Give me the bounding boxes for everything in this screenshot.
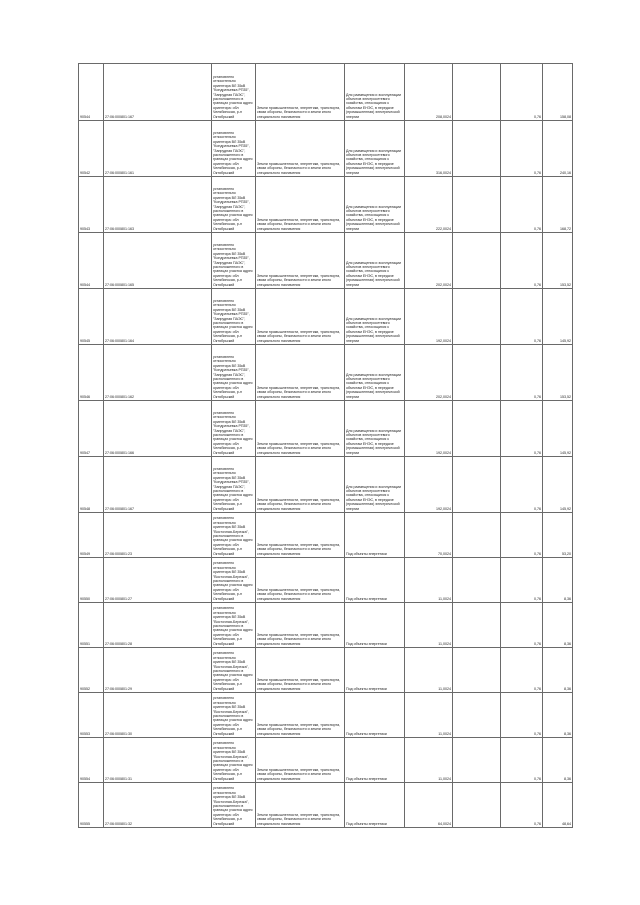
empty-cell (453, 64, 501, 121)
row-id-cell (79, 345, 104, 401)
row-id-text: 90545 (80, 338, 90, 343)
permitted-use-text: Под объекты энергетики (346, 596, 387, 601)
sum-cell (543, 783, 573, 828)
land-category-text: Земли промышленности, энергетики, транспорта, связи обороны, безопасности и земли иного специального назначения (257, 441, 341, 455)
table-row (79, 558, 573, 603)
empty-cell (453, 783, 501, 828)
sum-text: 158,08 (560, 114, 571, 119)
cadastral-number-text: 27:06:000801:164 (105, 338, 134, 343)
sum-cell (543, 738, 573, 783)
location-description-text: установлено относительно ориентира ВЛ 35кВ "Кондратьевка РП35", "Запрудная ПАЭС", расположенного в границах участка адрес ориентира: обл Челябинская, р-н Октябрьский (213, 74, 253, 119)
area-cell (405, 233, 453, 289)
row-id-text: 90554 (80, 776, 90, 781)
cadastral-number-cell (104, 513, 212, 558)
land-category-cell (256, 693, 345, 738)
location-description-cell (212, 558, 256, 603)
row-id-cell (79, 648, 104, 693)
row-id-cell (79, 177, 104, 233)
cadastral-number-text: 27:06:000801:167 (105, 506, 134, 511)
empty-cell (453, 558, 501, 603)
cadastral-number-cell (104, 345, 212, 401)
cadastral-number-text: 27:06:000801:32 (105, 821, 132, 826)
land-category-cell (256, 648, 345, 693)
area-text: 202,0024 (436, 282, 451, 287)
empty-cell (453, 648, 501, 693)
location-description-text: установлено относительно ориентира ВЛ 35кВ "Кондратьевка РП35", "Запрудная ПАЭС", расположенного в границах участка адрес ориентира: обл Челябинская, р-н Октябрьский (213, 354, 253, 399)
area-cell (405, 177, 453, 233)
permitted-use-text: Для размещения и эксплуатации объектов электросетевого хозяйства, относящихся к объектам ЕНЭС, в передаче (промышленная) электрической энергии (346, 148, 402, 175)
rate-text: 0,76 (534, 596, 541, 601)
area-text: 202,0024 (436, 394, 451, 399)
location-description-text: установлено относительно ориентира ВЛ 35кВ "Кондратьевка РП35", "Запрудная ПАЭС", расположенного в границах участка адрес ориентира: обл Челябинская, р-н Октябрьский (213, 242, 253, 287)
land-category-text: Земли промышленности, энергетики, транспорта, связи обороны, безопасности и земли иного специального назначения (257, 722, 341, 736)
location-description-text: установлено относительно ориентира ВЛ 35кВ "Кондратьевка РП35", "Запрудная ПАЭС", расположенного в границах участка адрес ориентира: обл Челябинская, р-н Октябрьский (213, 130, 253, 175)
row-id-text: 90546 (80, 394, 90, 399)
land-category-cell (256, 457, 345, 513)
rate-cell (501, 401, 543, 457)
sum-cell (543, 289, 573, 345)
land-category-cell (256, 233, 345, 289)
cadastral-number-cell (104, 289, 212, 345)
rate-text: 0,76 (534, 338, 541, 343)
sum-text: 153,52 (560, 282, 571, 287)
rate-text: 0,76 (534, 450, 541, 455)
land-category-text: Земли промышленности, энергетики, транспорта, связи обороны, безопасности и земли иного специального назначения (257, 497, 341, 511)
sum-text: 8,36 (564, 641, 571, 646)
empty-cell (453, 693, 501, 738)
land-category-cell (256, 738, 345, 783)
cadastral-number-text: 27:06:000801:167 (105, 114, 134, 119)
cadastral-number-cell (104, 177, 212, 233)
rate-text: 0,76 (534, 776, 541, 781)
sum-cell (543, 457, 573, 513)
row-id-cell (79, 121, 104, 177)
table-row (79, 738, 573, 783)
rate-text: 0,76 (534, 641, 541, 646)
area-text: 11,0024 (438, 641, 451, 646)
rate-text: 0,76 (534, 551, 541, 556)
land-category-cell (256, 121, 345, 177)
land-registry-table (78, 63, 573, 828)
location-description-cell (212, 603, 256, 648)
area-cell (405, 783, 453, 828)
area-cell (405, 289, 453, 345)
location-description-cell (212, 401, 256, 457)
permitted-use-cell (345, 345, 405, 401)
area-cell (405, 64, 453, 121)
location-description-text: установлено относительно ориентира ВЛ 35кВ "Восточная-Березка", расположенного в границах участка адрес ориентира: обл Челябинская, р-н Октябрьский (213, 651, 253, 691)
rate-cell (501, 783, 543, 828)
empty-cell (453, 513, 501, 558)
area-cell (405, 648, 453, 693)
table-row (79, 289, 573, 345)
land-category-cell (256, 177, 345, 233)
permitted-use-text: Под объекты энергетики (346, 821, 387, 826)
area-text: 11,0024 (438, 686, 451, 691)
empty-cell (453, 603, 501, 648)
permitted-use-text: Для размещения и эксплуатации объектов электросетевого хозяйства, относящихся к объектам ЕНЭС, в передаче (промышленная) электрической энергии (346, 316, 402, 343)
location-description-text: установлено относительно ориентира ВЛ 35кВ "Восточная-Березка", расположенного в границах участка адрес ориентира: обл Челябинская, р-н Октябрьский (213, 561, 253, 601)
location-description-cell (212, 345, 256, 401)
land-category-cell (256, 345, 345, 401)
rate-cell (501, 121, 543, 177)
permitted-use-text: Под объекты энергетики (346, 776, 387, 781)
rate-text: 0,76 (534, 686, 541, 691)
area-text: 192,0024 (436, 506, 451, 511)
location-description-cell (212, 738, 256, 783)
sum-cell (543, 177, 573, 233)
area-text: 70,0024 (438, 551, 451, 556)
rate-cell (501, 648, 543, 693)
empty-cell (453, 177, 501, 233)
location-description-cell (212, 457, 256, 513)
row-id-cell (79, 233, 104, 289)
location-description-cell (212, 783, 256, 828)
sum-cell (543, 64, 573, 121)
row-id-cell (79, 783, 104, 828)
rate-cell (501, 513, 543, 558)
cadastral-number-cell (104, 693, 212, 738)
rate-cell (501, 457, 543, 513)
location-description-text: установлено относительно ориентира ВЛ 35кВ "Восточная-Березка", расположенного в границах участка адрес ориентира: обл Челябинская, р-н Октябрьский (213, 786, 253, 826)
land-category-text: Земли промышленности, энергетики, транспорта, связи обороны, безопасности и земли иного специального назначения (257, 587, 341, 601)
row-id-text: 90547 (80, 450, 90, 455)
permitted-use-text: Для размещения и эксплуатации объектов электросетевого хозяйства, относящихся к объектам ЕНЭС, в передаче (промышленная) электрической энергии (346, 484, 402, 511)
empty-cell (453, 457, 501, 513)
location-description-text: установлено относительно ориентира ВЛ 35кВ "Кондратьевка РП35", "Запрудная ПАЭС", расположенного в границах участка адрес ориентира: обл Челябинская, р-н Октябрьский (213, 298, 253, 343)
land-category-cell (256, 401, 345, 457)
permitted-use-cell (345, 603, 405, 648)
sum-text: 240,16 (560, 170, 571, 175)
land-category-cell (256, 603, 345, 648)
cadastral-number-cell (104, 64, 212, 121)
row-id-text: 90551 (80, 641, 90, 646)
location-description-text: установлено относительно ориентира ВЛ 35кВ "Восточная-Березка", расположенного в границах участка адрес ориентира: обл Челябинская, р-н Октябрьский (213, 696, 253, 736)
cadastral-number-text: 27:06:000801:165 (105, 282, 134, 287)
row-id-text: 90553 (80, 731, 90, 736)
location-description-text: установлено относительно ориентира ВЛ 35кВ "Кондратьевка РП35", "Запрудная ПАЭС", расположенного в границах участка адрес ориентира: обл Челябинская, р-н Октябрьский (213, 466, 253, 511)
sum-cell (543, 345, 573, 401)
permitted-use-cell (345, 513, 405, 558)
cadastral-number-text: 27:06:000801:162 (105, 394, 134, 399)
permitted-use-cell (345, 64, 405, 121)
area-text: 11,0024 (438, 776, 451, 781)
land-category-text: Земли промышленности, энергетики, транспорта, связи обороны, безопасности и земли иного специального назначения (257, 677, 341, 691)
cadastral-number-text: 27:06:000801:30 (105, 731, 132, 736)
area-cell (405, 401, 453, 457)
area-text: 192,0024 (436, 450, 451, 455)
cadastral-number-text: 27:06:000801:166 (105, 450, 134, 455)
rate-cell (501, 177, 543, 233)
rate-text: 0,76 (534, 821, 541, 826)
table-row (79, 345, 573, 401)
sum-cell (543, 648, 573, 693)
row-id-cell (79, 513, 104, 558)
area-cell (405, 345, 453, 401)
cadastral-number-text: 27:06:000801:27 (105, 596, 132, 601)
area-cell (405, 738, 453, 783)
land-category-cell (256, 558, 345, 603)
sum-text: 145,92 (560, 338, 571, 343)
permitted-use-cell (345, 783, 405, 828)
empty-cell (453, 738, 501, 783)
land-category-text: Земли промышленности, энергетики, транспорта, связи обороны, безопасности и земли иного специального назначения (257, 385, 341, 399)
table-row (79, 513, 573, 558)
empty-cell (453, 121, 501, 177)
rate-text: 0,76 (534, 506, 541, 511)
sum-text: 8,36 (564, 596, 571, 601)
sum-text: 168,72 (560, 226, 571, 231)
table-body (79, 64, 573, 828)
location-description-text: установлено относительно ориентира ВЛ 35кВ "Восточная-Березка", расположенного в границах участка адрес ориентира: обл Челябинская, р-н Октябрьский (213, 516, 253, 556)
row-id-text: 90550 (80, 596, 90, 601)
empty-cell (453, 345, 501, 401)
permitted-use-cell (345, 648, 405, 693)
row-id-text: 90549 (80, 551, 90, 556)
cadastral-number-text: 27:06:000801:163 (105, 226, 134, 231)
permitted-use-text: Для размещения и эксплуатации объектов электросетевого хозяйства, относящихся к объектам ЕНЭС, в передаче (промышленная) электрической энергии (346, 92, 402, 119)
rate-cell (501, 603, 543, 648)
row-id-text: 90543 (80, 226, 90, 231)
area-cell (405, 693, 453, 738)
land-category-text: Земли промышленности, энергетики, транспорта, связи обороны, безопасности и земли иного специального назначения (257, 161, 341, 175)
sum-cell (543, 233, 573, 289)
location-description-text: установлено относительно ориентира ВЛ 35кВ "Восточная-Березка", расположенного в границах участка адрес ориентира: обл Челябинская, р-н Октябрьский (213, 606, 253, 646)
area-text: 11,0024 (438, 596, 451, 601)
sum-text: 48,64 (562, 821, 571, 826)
rate-text: 0,76 (534, 282, 541, 287)
table-row (79, 648, 573, 693)
rate-cell (501, 64, 543, 121)
land-category-cell (256, 64, 345, 121)
table-row (79, 603, 573, 648)
location-description-cell (212, 177, 256, 233)
cadastral-number-cell (104, 233, 212, 289)
sum-cell (543, 513, 573, 558)
table-row (79, 401, 573, 457)
permitted-use-text: Для размещения и эксплуатации объектов электросетевого хозяйства, относящихся к объектам ЕНЭС, в передаче (промышленная) электрической энергии (346, 428, 402, 455)
row-id-text: 90542 (80, 170, 90, 175)
row-id-text: 90544 (80, 282, 90, 287)
rate-text: 0,76 (534, 226, 541, 231)
rate-cell (501, 289, 543, 345)
permitted-use-cell (345, 558, 405, 603)
row-id-text: 90555 (80, 821, 90, 826)
location-description-cell (212, 233, 256, 289)
area-text: 208,0024 (436, 114, 451, 119)
area-cell (405, 603, 453, 648)
empty-cell (453, 233, 501, 289)
sum-cell (543, 121, 573, 177)
land-category-cell (256, 513, 345, 558)
permitted-use-text: Под объекты энергетики (346, 641, 387, 646)
sum-text: 8,36 (564, 731, 571, 736)
land-category-text: Земли промышленности, энергетики, транспорта, связи обороны, безопасности и земли иного специального назначения (257, 217, 341, 231)
rate-text: 0,76 (534, 170, 541, 175)
sum-text: 53,20 (562, 551, 571, 556)
location-description-cell (212, 513, 256, 558)
cadastral-number-cell (104, 558, 212, 603)
empty-cell (453, 289, 501, 345)
sum-cell (543, 693, 573, 738)
area-text: 192,0024 (436, 338, 451, 343)
sum-text: 145,92 (560, 506, 571, 511)
area-cell (405, 558, 453, 603)
cadastral-number-text: 27:06:000801:161 (105, 170, 134, 175)
cadastral-number-cell (104, 401, 212, 457)
table-row (79, 783, 573, 828)
rate-cell (501, 558, 543, 603)
permitted-use-cell (345, 121, 405, 177)
rate-text: 0,76 (534, 394, 541, 399)
row-id-cell (79, 457, 104, 513)
location-description-text: установлено относительно ориентира ВЛ 35кВ "Кондратьевка РП35", "Запрудная ПАЭС", расположенного в границах участка адрес ориентира: обл Челябинская, р-н Октябрьский (213, 410, 253, 455)
location-description-text: установлено относительно ориентира ВЛ 35кВ "Кондратьевка РП35", "Запрудная ПАЭС", расположенного в границах участка адрес ориентира: обл Челябинская, р-н Октябрьский (213, 186, 253, 231)
row-id-cell (79, 603, 104, 648)
sum-cell (543, 401, 573, 457)
permitted-use-text: Под объекты энергетики (346, 731, 387, 736)
sum-cell (543, 603, 573, 648)
land-category-text: Земли промышленности, энергетики, транспорта, связи обороны, безопасности и земли иного специального назначения (257, 542, 341, 556)
cadastral-number-cell (104, 648, 212, 693)
location-description-cell (212, 121, 256, 177)
table-row (79, 177, 573, 233)
row-id-cell (79, 558, 104, 603)
area-text: 222,0024 (436, 226, 451, 231)
permitted-use-cell (345, 693, 405, 738)
land-category-cell (256, 289, 345, 345)
area-cell (405, 121, 453, 177)
rate-text: 0,76 (534, 731, 541, 736)
row-id-cell (79, 738, 104, 783)
rate-cell (501, 693, 543, 738)
permitted-use-text: Для размещения и эксплуатации объектов электросетевого хозяйства, относящихся к объектам ЕНЭС, в передаче (промышленная) электрической энергии (346, 372, 402, 399)
location-description-cell (212, 648, 256, 693)
row-id-cell (79, 401, 104, 457)
area-cell (405, 457, 453, 513)
rate-cell (501, 233, 543, 289)
cadastral-number-text: 27:06:000801:28 (105, 641, 132, 646)
permitted-use-cell (345, 738, 405, 783)
table-row (79, 693, 573, 738)
land-category-cell (256, 783, 345, 828)
permitted-use-text: Под объекты энергетики (346, 686, 387, 691)
location-description-cell (212, 289, 256, 345)
row-id-cell (79, 289, 104, 345)
land-category-text: Земли промышленности, энергетики, транспорта, связи обороны, безопасности и земли иного специального назначения (257, 767, 341, 781)
row-id-text: 90552 (80, 686, 90, 691)
land-category-text: Земли промышленности, энергетики, транспорта, связи обороны, безопасности и земли иного специального назначения (257, 329, 341, 343)
permitted-use-cell (345, 457, 405, 513)
rate-cell (501, 345, 543, 401)
empty-cell (453, 401, 501, 457)
permitted-use-cell (345, 289, 405, 345)
cadastral-number-cell (104, 783, 212, 828)
cadastral-number-cell (104, 457, 212, 513)
cadastral-number-cell (104, 738, 212, 783)
cadastral-number-text: 27:06:000801:23 (105, 551, 132, 556)
table-row (79, 121, 573, 177)
permitted-use-cell (345, 233, 405, 289)
location-description-cell (212, 64, 256, 121)
area-cell (405, 513, 453, 558)
rate-cell (501, 738, 543, 783)
permitted-use-text: Под объекты энергетики (346, 551, 387, 556)
permitted-use-text: Для размещения и эксплуатации объектов электросетевого хозяйства, относящихся к объектам ЕНЭС, в передаче (промышленная) электрической энергии (346, 260, 402, 287)
sum-text: 8,36 (564, 686, 571, 691)
cadastral-number-text: 27:06:000801:31 (105, 776, 132, 781)
land-category-text: Земли промышленности, энергетики, транспорта, связи обороны, безопасности и земли иного специального назначения (257, 632, 341, 646)
land-category-text: Земли промышленности, энергетики, транспорта, связи обороны, безопасности и земли иного специального назначения (257, 812, 341, 826)
location-description-cell (212, 693, 256, 738)
cadastral-number-text: 27:06:000801:29 (105, 686, 132, 691)
sum-text: 153,52 (560, 394, 571, 399)
row-id-text: 90548 (80, 506, 90, 511)
row-id-text: 90544 (80, 114, 90, 119)
cadastral-number-cell (104, 603, 212, 648)
row-id-cell (79, 693, 104, 738)
sum-cell (543, 558, 573, 603)
area-text: 64,0024 (438, 821, 451, 826)
cadastral-number-cell (104, 121, 212, 177)
table-row (79, 457, 573, 513)
rate-text: 0,76 (534, 114, 541, 119)
land-category-text: Земли промышленности, энергетики, транспорта, связи обороны, безопасности и земли иного специального назначения (257, 105, 341, 119)
permitted-use-text: Для размещения и эксплуатации объектов электросетевого хозяйства, относящихся к объектам ЕНЭС, в передаче (промышленная) электрической энергии (346, 204, 402, 231)
area-text: 11,0024 (438, 731, 451, 736)
area-text: 316,0024 (436, 170, 451, 175)
table-row (79, 233, 573, 289)
permitted-use-cell (345, 401, 405, 457)
land-category-text: Земли промышленности, энергетики, транспорта, связи обороны, безопасности и земли иного специального назначения (257, 273, 341, 287)
table-row (79, 64, 573, 121)
sum-text: 8,36 (564, 776, 571, 781)
row-id-cell (79, 64, 104, 121)
location-description-text: установлено относительно ориентира ВЛ 35кВ "Восточная-Березка", расположенного в границах участка адрес ориентира: обл Челябинская, р-н Октябрьский (213, 741, 253, 781)
permitted-use-cell (345, 177, 405, 233)
sum-text: 145,92 (560, 450, 571, 455)
